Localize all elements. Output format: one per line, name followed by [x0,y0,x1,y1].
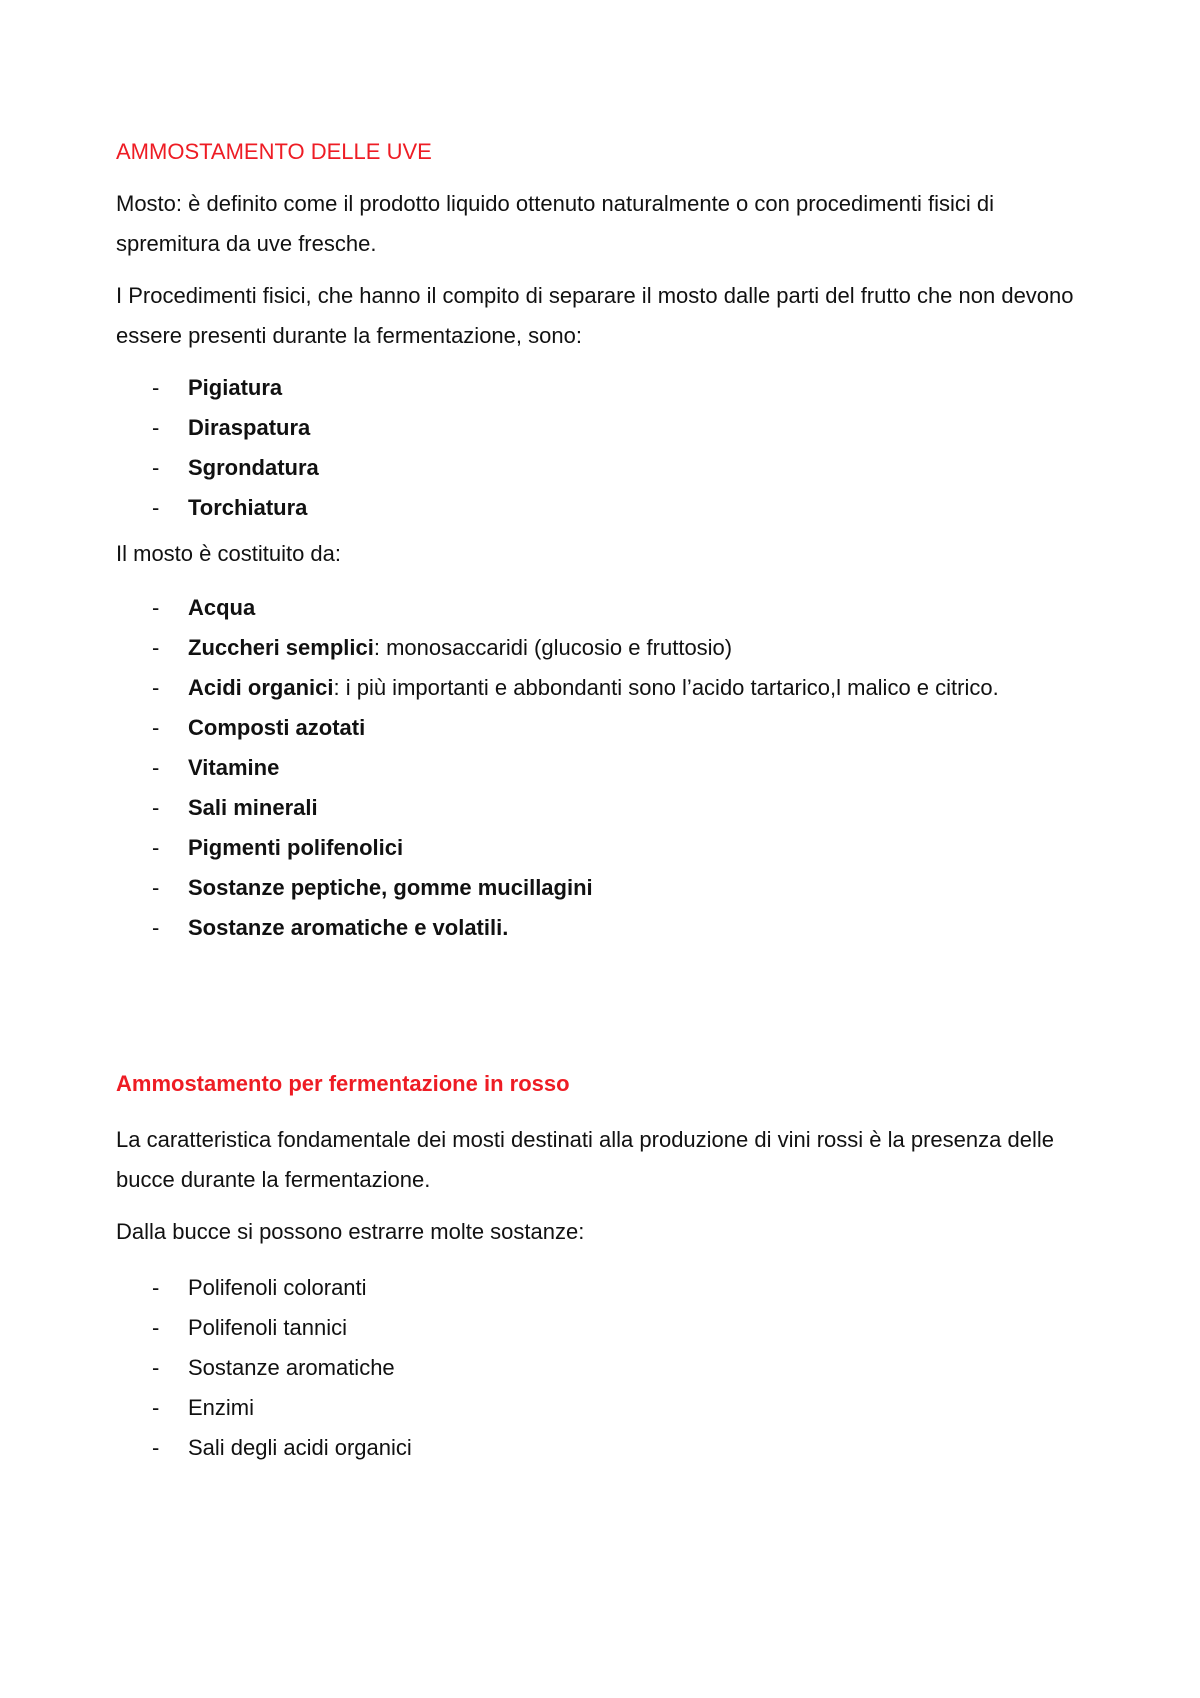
list-item [116,628,1096,668]
paragraph-mosto-definition: Mosto: è definito come il prodotto liquido ottenuto naturalmente o con procedimenti fisici di spremitura da uve fresche. [116,191,995,256]
list-item-bold: Pigmenti polifenolici [188,835,404,860]
list-item [116,828,1096,868]
section-subtitle: Ammostamento per fermentazione in rosso [116,1071,570,1096]
page-title: AMMOSTAMENTO DELLE UVE [116,139,432,164]
list-item [116,668,1096,708]
list-item-text: Diraspatura [188,415,311,440]
dash-bullet: - [152,635,160,660]
list-item-bold: Acidi organici [188,675,334,700]
paragraph-procedimenti-fisici: I Procedimenti fisici, che hanno il compito di separare il mosto dalle parti del frutto che non devono essere presenti durante la fermentazione, sono: [116,283,1074,348]
dash-bullet: - [152,1435,160,1460]
dash-bullet: - [152,1395,160,1420]
list-item [116,788,1096,828]
dash-bullet: - [152,1275,160,1300]
list-item-text: Sostanze aromatiche [188,1355,395,1380]
dash-bullet: - [152,715,160,740]
sostanze-bucce-list [116,1268,1096,1468]
dash-bullet: - [152,455,160,480]
list-item-bold: Acqua [188,595,256,620]
list-item-text: Pigiatura [188,375,283,400]
list-item-text: : i più importanti e abbondanti sono l’acido tartarico,l malico e citrico. [333,675,999,700]
list-item-text: Polifenoli tannici [188,1315,347,1340]
list-item [116,748,1096,788]
list-item [116,588,1096,628]
costituenti-list [116,588,1096,948]
list-item [116,1268,1096,1308]
list-item-bold: Vitamine [188,755,280,780]
list-item [116,368,1096,408]
dash-bullet: - [152,755,160,780]
list-item-text: Enzimi [188,1395,255,1420]
paragraph-bucce: Dalla bucce si possono estrarre molte sostanze: [116,1219,585,1244]
dash-bullet: - [152,1355,160,1380]
list-item-bold: Sostanze aromatiche e volatili. [188,915,509,940]
list-item-text: Sali degli acidi organici [188,1435,412,1460]
dash-bullet: - [152,1315,160,1340]
list-item [116,408,1096,448]
dash-bullet: - [152,675,160,700]
dash-bullet: - [152,915,160,940]
dash-bullet: - [152,495,160,520]
list-item-text: Polifenoli coloranti [188,1275,367,1300]
list-item-text: Sgrondatura [188,455,319,480]
paragraph-mosto-costituito: Il mosto è costituito da: [116,541,341,566]
paragraph-caratteristica: La caratteristica fondamentale dei mosti destinati alla produzione di vini rossi è la presenza delle bucce durante la fermentazione. [116,1127,1054,1192]
dash-bullet: - [152,795,160,820]
list-item-bold: Zuccheri semplici [188,635,374,660]
list-item [116,708,1096,748]
list-item [116,868,1096,908]
list-item [116,488,1096,528]
dash-bullet: - [152,835,160,860]
dash-bullet: - [152,875,160,900]
list-item-text: : monosaccaridi (glucosio e fruttosio) [373,635,733,660]
dash-bullet: - [152,415,160,440]
list-item-text: Torchiatura [188,495,308,520]
dash-bullet: - [152,375,160,400]
list-item [116,1348,1096,1388]
list-item [116,1388,1096,1428]
list-item [116,448,1096,488]
procedimenti-list [116,368,1096,528]
list-item-bold: Sostanze peptiche, gomme mucillagini [188,875,593,900]
list-item-bold: Sali minerali [188,795,318,820]
list-item [116,908,1096,948]
list-item-bold: Composti azotati [188,715,366,740]
dash-bullet: - [152,595,160,620]
list-item [116,1308,1096,1348]
list-item [116,1428,1096,1468]
